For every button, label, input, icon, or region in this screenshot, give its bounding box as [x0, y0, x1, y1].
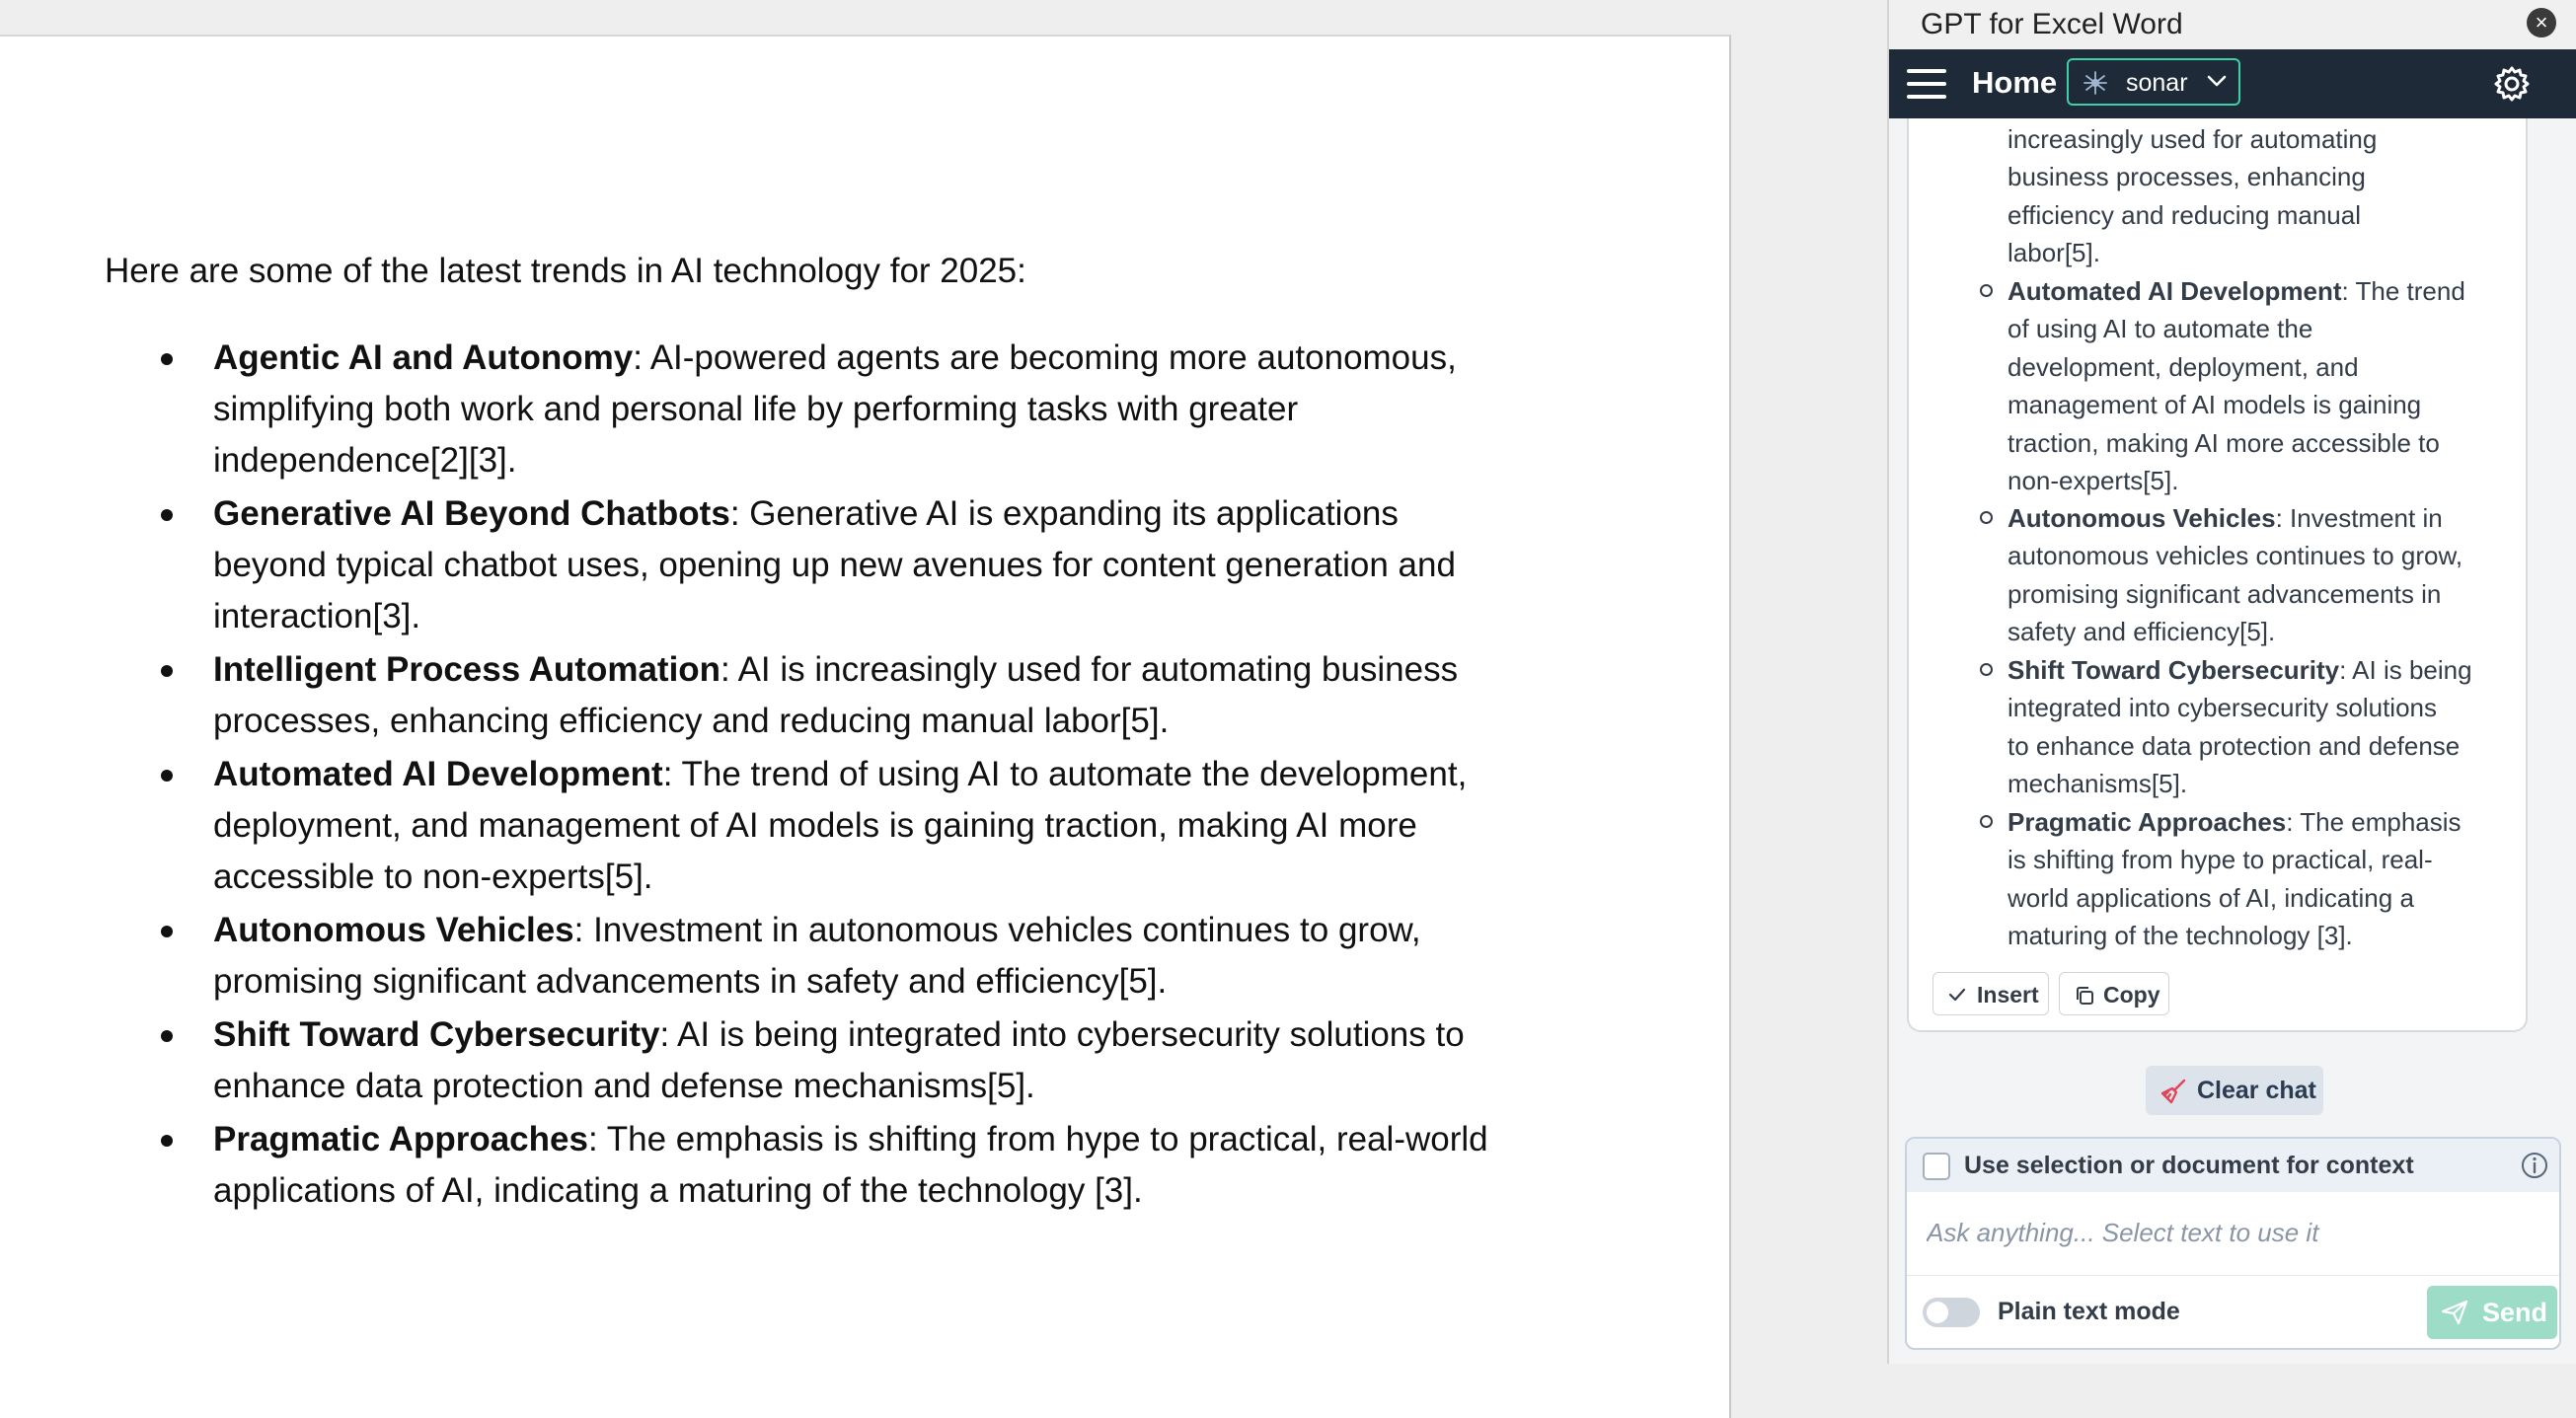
item-text: deployment, and management of AI models is gaining traction, making AI more — [213, 806, 1417, 845]
model-label: sonar — [2126, 69, 2188, 97]
send-button[interactable] — [2427, 1286, 2557, 1339]
list-item — [105, 1009, 1526, 1112]
item-title: Autonomous Vehicles — [213, 911, 574, 949]
gpt-side-panel — [1887, 0, 2576, 1364]
gear-icon[interactable] — [2493, 65, 2531, 103]
bullet-icon — [1980, 511, 1993, 524]
item-title: Agentic AI and Autonomy — [213, 338, 634, 377]
context-label: Use selection or document for context — [1964, 1152, 2414, 1179]
chat-composer — [1905, 1137, 2561, 1350]
item-text: accessible to non-experts[5]. — [213, 858, 653, 896]
item-text: : AI-powered agents are becoming more autonomous, — [633, 338, 1457, 377]
item-text: beyond typical chatbot uses, opening up new avenues for content generation and — [213, 546, 1456, 584]
panel-title-bar — [1889, 0, 2576, 49]
item-text: : The emphasis is shifting from hype to practical, real-world — [587, 1120, 1488, 1158]
spider-model-icon — [2083, 70, 2108, 96]
document-page[interactable] — [0, 35, 1731, 1418]
item-text: Shift Toward Cybersecurity: AI is being integrated into cybersecurity solutions to enhance data protection and defense mechanisms[5]. — [2008, 655, 2472, 799]
clear-chat-button[interactable] — [2146, 1066, 2323, 1115]
item-text: promising significant advancements in safety and efficiency[5]. — [213, 962, 1168, 1001]
check-icon — [1947, 985, 1967, 1005]
list-item — [105, 1114, 1526, 1217]
item-text: : AI is increasingly used for automating business — [720, 650, 1459, 689]
item-text: : Investment in autonomous vehicles continues to grow, — [573, 911, 1421, 949]
item-text: enhance data protection and defense mechanisms[5]. — [213, 1067, 1035, 1105]
copy-icon — [2074, 985, 2095, 1007]
hamburger-menu-icon[interactable] — [1907, 69, 1946, 99]
send-icon — [2441, 1300, 2468, 1325]
item-text: Automated AI Development: The trend of using AI to automate the development, deployment, and management of AI models is gaining traction, making AI more accessible to non-experts[5]. — [2008, 276, 2465, 496]
item-text: interaction[3]. — [213, 597, 421, 635]
item-text: : The trend of using AI to automate the development, — [662, 755, 1468, 793]
item-text: simplifying both work and personal life by performing tasks with greater — [213, 390, 1299, 428]
item-text: independence[2][3]. — [213, 441, 517, 480]
context-checkbox[interactable] — [1923, 1153, 1950, 1180]
copy-button[interactable] — [2059, 972, 2169, 1015]
document-bullet-list — [105, 333, 1526, 1219]
list-item — [105, 488, 1526, 642]
bullet-icon — [1980, 663, 1993, 676]
chevron-down-icon — [2207, 74, 2227, 88]
close-icon[interactable]: × — [2527, 8, 2556, 37]
item-text: Autonomous Vehicles: Investment in autonomous vehicles continues to grow, promising significant advancements in safety and efficiency[5]. — [2008, 503, 2463, 647]
item-text: Pragmatic Approaches: The emphasis is shifting from hype to practical, real- world applications of AI, indicating a maturing of the technology [3]. — [2008, 807, 2462, 951]
plain-text-label: Plain text mode — [1998, 1298, 2180, 1325]
list-item — [105, 644, 1526, 747]
ask-input[interactable] — [1907, 1192, 2561, 1273]
document-intro: Here are some of the latest trends in AI technology for 2025: — [105, 252, 1026, 290]
item-title: Automated AI Development — [213, 755, 663, 793]
broom-icon — [2159, 1078, 2187, 1105]
item-text: processes, enhancing efficiency and reducing manual labor[5]. — [213, 702, 1170, 740]
info-icon[interactable] — [2520, 1151, 2549, 1180]
plain-text-toggle[interactable] — [1923, 1298, 1980, 1327]
bullet-icon — [1980, 815, 1993, 828]
nav-home-title: Home — [1972, 65, 2058, 100]
copy-label: Copy — [2103, 982, 2160, 1008]
panel-nav-bar — [1889, 49, 2576, 118]
send-label: Send — [2482, 1298, 2548, 1327]
clear-chat-label: Clear chat — [2197, 1077, 2316, 1104]
list-item — [105, 905, 1526, 1008]
item-text: applications of AI, indicating a maturing of the technology [3]. — [213, 1171, 1143, 1210]
insert-label: Insert — [1977, 982, 2039, 1008]
item-text: : Generative AI is expanding its applications — [729, 494, 1399, 533]
insert-button[interactable] — [1932, 972, 2049, 1015]
composer-bottom-row — [1907, 1275, 2561, 1350]
context-row — [1907, 1139, 2561, 1192]
bullet-icon — [1980, 284, 1993, 297]
item-text: : AI is being integrated into cybersecurity solutions to — [659, 1015, 1465, 1054]
item-title: Generative AI Beyond Chatbots — [213, 494, 730, 533]
panel-title: GPT for Excel Word — [1921, 8, 2183, 40]
model-select[interactable] — [2067, 58, 2240, 106]
item-title: Shift Toward Cybersecurity — [213, 1015, 660, 1054]
item-title: Pragmatic Approaches — [213, 1120, 588, 1158]
list-item — [105, 749, 1526, 903]
chat-response-card — [1907, 118, 2528, 1032]
list-item — [105, 333, 1526, 486]
item-text: increasingly used for automating business processes, enhancing efficiency and reducing manual labor[5]. — [2008, 124, 2378, 268]
item-title: Intelligent Process Automation — [213, 650, 721, 689]
